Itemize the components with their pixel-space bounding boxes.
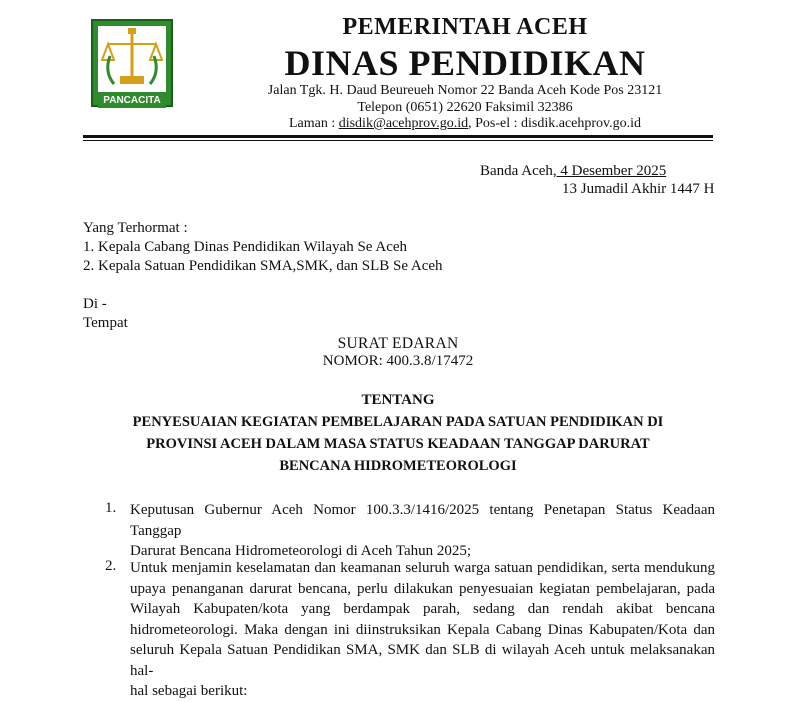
recipient-2: 2. Kepala Satuan Pendidikan SMA,SMK, dan SLB Se Aceh	[83, 258, 443, 274]
letter-type: SURAT EDARAN	[337, 335, 459, 352]
aceh-emblem-logo	[84, 14, 180, 120]
point-2-line-3: Wilayah Kabupaten/kota yang berdampak parah, sedang dan rendah akibat bencana	[130, 601, 715, 617]
point-1-number: 1.	[105, 500, 117, 516]
date-hijri: 13 Jumadil Akhir 1447 H	[562, 181, 715, 197]
date-place: Banda Aceh	[480, 163, 553, 179]
web-link[interactable]: disdik@acehprov.go.id	[338, 116, 469, 131]
agency-address: Jalan Tgk. H. Daud Beureueh Nomor 22 Banda Aceh Kode Pos 23121	[267, 83, 663, 98]
subject-line-1: PENYESUAIAN KEGIATAN PEMBELAJARAN PADA SATUAN PENDIDIKAN DI	[132, 414, 664, 430]
point-1-line-1: Keputusan Gubernur Aceh Nomor 100.3.3/1416/2025 tentang Penetapan Status Keadaan Tanggap	[130, 502, 715, 539]
web-suffix: , Pos-el : disdik.acehprov.go.id	[468, 116, 642, 131]
letterhead-divider	[83, 135, 713, 138]
point-1-text	[130, 500, 715, 562]
subject-line-2: PROVINSI ACEH DALAM MASA STATUS KEADAAN TANGGAP DARURAT	[146, 436, 650, 452]
logo-caption: PANCACITA	[103, 95, 161, 106]
point-2-line-5: seluruh Kepala Satuan Pendidikan SMA, SMK dan SLB di wilayah Aceh untuk melaksanakan hal-	[130, 642, 715, 679]
point-2-text	[130, 558, 715, 702]
date-gregorian: , 4 Desember 2025	[552, 163, 667, 179]
government-name: PEMERINTAH ACEH	[342, 14, 588, 40]
recipient-1: 1. Kepala Cabang Dinas Pendidikan Wilayah Se Aceh	[83, 239, 408, 255]
letter-date	[480, 163, 666, 180]
point-2-line-6: hal sebagai berikut:	[130, 683, 248, 699]
point-2-line-1: Untuk menjamin keselamatan dan keamanan seluruh warga satuan pendidikan, serta mendukung	[130, 560, 715, 576]
subject-heading: TENTANG	[361, 392, 435, 408]
letterhead-divider-thin	[83, 140, 713, 141]
recipient-place: Tempat	[83, 315, 128, 331]
agency-web	[195, 116, 735, 132]
letter-number: NOMOR: 400.3.8/17472	[322, 353, 474, 369]
subject-line-3: BENCANA HIDROMETEOROLOGI	[279, 458, 517, 474]
point-1-line-2: Darurat Bencana Hidrometeorologi di Aceh Tahun 2025;	[130, 543, 472, 559]
point-2-line-2: upaya penanganan darurat bencana, perlu dilakukan penyesuaian kegiatan pembelajaran, pada	[130, 580, 715, 597]
point-2-number: 2.	[105, 558, 117, 574]
web-prefix: Laman :	[288, 116, 339, 131]
point-2-line-4: hidrometeorologi. Maka dengan ini diinstruksikan Kepala Cabang Dinas Kabupaten/Kota dan	[130, 621, 715, 638]
recipient-di: Di -	[83, 296, 107, 312]
agency-phone: Telepon (0651) 22620 Faksimil 32386	[357, 100, 573, 115]
salutation: Yang Terhormat :	[83, 220, 188, 236]
agency-name: DINAS PENDIDIKAN	[284, 43, 646, 83]
